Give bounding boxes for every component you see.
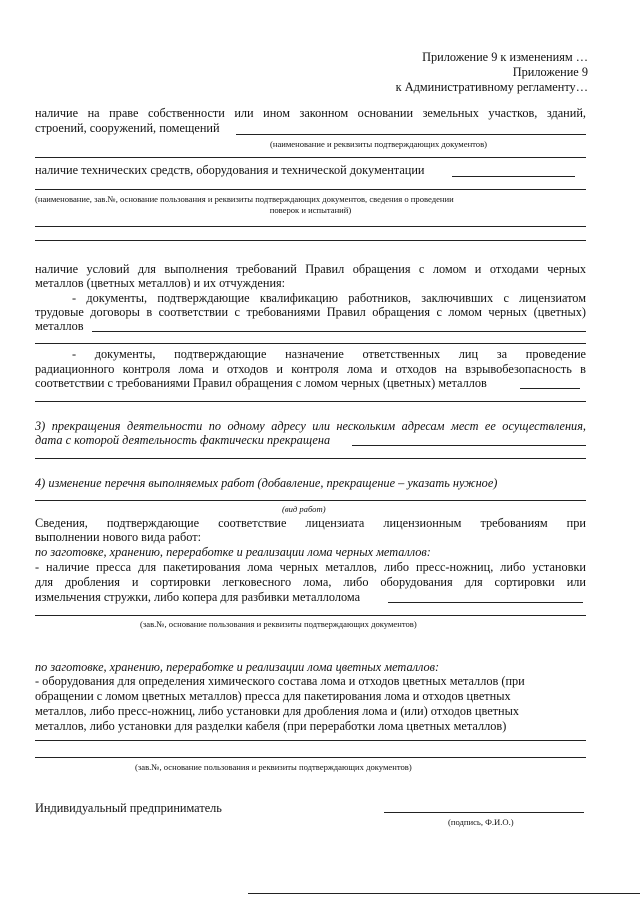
- section4-line-1: 4) изменение перечня выполняемых работ (добавление, прекращение – указать нужное): [35, 476, 498, 490]
- ferrous-fill-line: [388, 602, 583, 603]
- property-line-1: наличие на праве собственности или ином законном основании земельных участков, зданий,: [35, 106, 586, 120]
- section3-line-2: дата с которой деятельность фактически прекращена: [35, 433, 331, 447]
- ferrous-caption: (зав.№, основание пользования и реквизиты подтверждающих документов): [140, 619, 417, 629]
- property-caption: (наименование и реквизиты подтверждающих документов): [270, 139, 488, 149]
- signature-line: [384, 812, 584, 813]
- tech-caption-2: поверок и испытаний): [269, 205, 352, 215]
- conditions-line-8: соответствии с требованиями Правил обращения с ломом черных (цветных) металлов: [35, 376, 487, 390]
- conditions-line-3: - документы, подтверждающие квалификацию работников, заключивших с лицензиатом: [72, 291, 586, 305]
- nonferrous-line-4: металлов, либо установки для разделки кабеля (при переработки лома цветных металлов): [35, 719, 507, 733]
- tech-fill-line: [452, 176, 575, 177]
- nonferrous-heading: по заготовке, хранению, переработке и реализации лома цветных металлов:: [35, 660, 440, 674]
- signature-label: Индивидуальный предприниматель: [35, 801, 222, 815]
- property-blank-line: [35, 157, 586, 158]
- nonferrous-blank-line-2: [35, 757, 586, 758]
- conditions-line-5: металлов: [35, 319, 84, 333]
- header-line-3: к Административному регламенту…: [395, 80, 588, 94]
- conditions-line-6: - документы, подтверждающие назначение ответственных лиц за проведение: [72, 347, 586, 361]
- conditions-blank-line: [35, 343, 586, 344]
- ferrous-heading: по заготовке, хранению, переработке и реализации лома черных металлов:: [35, 545, 431, 559]
- property-fill-line: [236, 134, 586, 135]
- conditions-blank-line-2: [35, 401, 586, 402]
- header-line-1: Приложение 9 к изменениям …: [422, 50, 588, 64]
- nonferrous-line-1: - оборудования для определения химического состава лома и отходов цветных металлов (при: [35, 674, 525, 688]
- section3-blank-line: [35, 458, 586, 459]
- section4-line-3: выполнении нового вида работ:: [35, 530, 202, 544]
- section3-line-1: 3) прекращения деятельности по одному адресу или нескольким адресам мест ее осуществления,: [35, 419, 586, 433]
- section4-line-2: Сведения, подтверждающие соответствие лицензиата лицензионным требованиям при: [35, 516, 586, 530]
- nonferrous-line-3: металлов, либо пресс-ножниц, либо установки для дробления лома и (или) отходов цветных: [35, 704, 520, 718]
- page-bottom-line: [248, 893, 640, 894]
- tech-blank-line-2: [35, 226, 586, 227]
- conditions-line-2: металлов (цветных металлов) и их отчуждения:: [35, 276, 286, 290]
- tech-caption-1: (наименование, зав.№, основание пользования и реквизиты подтверждающих документов, сведения о проведении: [35, 194, 454, 204]
- tech-line-1: наличие технических средств, оборудования и технической документации: [35, 163, 425, 177]
- header-line-2: Приложение 9: [512, 65, 588, 79]
- property-line-2: строений, сооружений, помещений: [35, 121, 220, 135]
- conditions-fill-line-2: [520, 388, 580, 389]
- section4-caption: (вид работ): [282, 504, 326, 514]
- section4-fill-line: [35, 500, 586, 501]
- nonferrous-blank-line-1: [35, 740, 586, 741]
- conditions-line-4: трудовые договоры в соответствии с требованиями Правил обращения с ломом черных (цветных): [35, 305, 586, 319]
- ferrous-line-1: - наличие пресса для пакетирования лома черных металлов, либо пресс-ножниц, либо установки: [35, 560, 586, 574]
- tech-blank-line-3: [35, 240, 586, 241]
- ferrous-blank-line: [35, 615, 586, 616]
- nonferrous-line-2: обращении с ломом цветных металлов) пресса для пакетирования лома и отходов цветных: [35, 689, 511, 703]
- nonferrous-caption: (зав.№, основание пользования и реквизиты подтверждающих документов): [135, 762, 412, 772]
- conditions-fill-line-1: [92, 331, 586, 332]
- conditions-line-7: радиационного контроля лома и отходов и контроля лома и отходов на взрывобезопасность в: [35, 362, 586, 376]
- ferrous-line-2: для дробления и сортировки легковесного лома, либо оборудования для сортировки или: [35, 575, 586, 589]
- conditions-line-1: наличие условий для выполнения требований Правил обращения с ломом и отходами черных: [35, 262, 586, 276]
- signature-caption: (подпись, Ф.И.О.): [448, 817, 514, 827]
- ferrous-line-3: измельчения стружки, либо копера для разбивки металлолома: [35, 590, 361, 604]
- tech-blank-line: [35, 189, 586, 190]
- section3-fill-line: [352, 445, 586, 446]
